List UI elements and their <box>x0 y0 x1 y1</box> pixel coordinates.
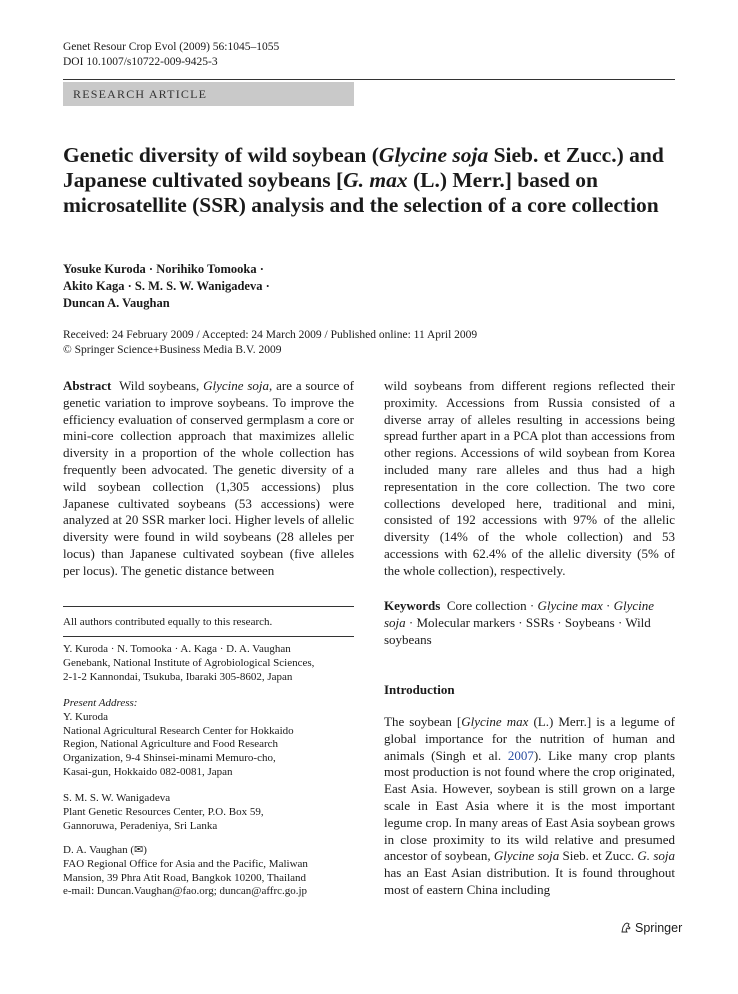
doi[interactable]: DOI 10.1007/s10722-009-9425-3 <box>63 56 218 68</box>
title-italic: Glycine soja <box>378 143 489 167</box>
title-text: (L.) Merr.] based on microsatellite (SSR) analysis and the selection of a core collection <box>63 168 659 217</box>
abstract-italic: Glycine soja <box>203 378 270 393</box>
keyword-italic: Glycine max <box>537 598 603 613</box>
affiliation-line: Y. Kuroda · N. Tomooka · A. Kaga · D. A. Vaughan <box>63 643 291 655</box>
article-type-banner <box>63 82 354 106</box>
address-line: Organization, 9-4 Shinsei-minami Memuro-cho, <box>63 752 276 765</box>
present-address-label: Present Address: <box>63 697 138 709</box>
title-text: Genetic diversity of wild soybean ( <box>63 143 379 167</box>
article-title <box>63 143 703 218</box>
footnote-rule <box>63 606 354 607</box>
section-heading-introduction: Introduction <box>384 682 455 697</box>
abstract <box>63 378 354 580</box>
keyword-text: · Molecular markers · SSRs · Soybeans · Wild soybeans <box>384 614 651 647</box>
abstract-continued: wild soybeans from different regions reflected their proximity. Accessions from Russia consisted of a diverse array of alleles resulting in accessions being spread further apart in a PCA plot than accessions from other regions. Accessions of wild soybean from Korea included many rare alleles and thus had a high representation in the core collection. The two core collections developed here, traditional and mini, consisted of 192 accessions with 97% of the allelic diversity (14% of the whole collection) and 53 accessions with 62.4% of the allelic diversity (5% of the whole collection), respectively. <box>384 378 675 578</box>
address-line: National Agricultural Research Center for Hokkaido <box>63 724 294 737</box>
publisher-name: Springer <box>635 921 683 935</box>
journal-header <box>63 40 279 70</box>
intro-text: (L.) Merr.] is a legume of global importance for the nutrition of human and animals (Singh et al. <box>384 714 675 763</box>
keyword-italic: Glycine soja <box>384 598 655 630</box>
address-line: Region, National Agriculture and Food Research <box>63 738 279 751</box>
article-type-label: RESEARCH ARTICLE <box>73 87 208 101</box>
intro-italic: Glycine max <box>461 714 529 729</box>
title-italic: G. max <box>343 168 408 192</box>
keyword-text: Core collection · <box>446 598 538 613</box>
publication-dates <box>63 328 675 358</box>
intro-text: ). Like many crop plants most production is not found where the crop originated, East Asia. However, soybean is still grown on a large scale in East Asia where it is the most important legume crop. In many areas of East Asia soybean grows in close proximity to its wild relative and presumed ancestor of soybean, <box>384 747 675 864</box>
intro-italic: G. soja <box>637 848 675 864</box>
address-line: S. M. S. W. Wanigadeva <box>63 792 171 804</box>
footnote-equal-contribution: All authors contributed equally to this research. <box>63 616 273 628</box>
keyword-text: · <box>602 598 614 613</box>
address-line: Plant Genetic Resources Center, P.O. Box 59, <box>63 805 264 818</box>
corresponding-author-address <box>63 844 354 899</box>
author-line: Yosuke Kuroda · Norihiko Tomooka · <box>63 262 264 276</box>
address-line: Gannoruwa, Peradeniya, Sri Lanka <box>63 819 218 832</box>
copyright-line: © Springer Science+Business Media B.V. 2009 <box>63 344 282 356</box>
wanigadeva-address <box>63 792 354 833</box>
dates-line: Received: 24 February 2009 / Accepted: 24 March 2009 / Published online: 11 April 2009 <box>63 329 478 341</box>
title-text: Sieb. et Zucc.) and Japanese cultivated soybeans [ <box>63 143 664 192</box>
publisher-logo <box>620 921 682 935</box>
address-line: FAO Regional Office for Asia and the Pacific, Maliwan <box>63 857 308 870</box>
intro-text: The soybean [ <box>384 714 462 729</box>
intro-text: Sieb. et Zucc. <box>559 848 638 864</box>
intro-text: has an East Asian distribution. It is found throughout most of eastern China including <box>384 865 675 897</box>
journal-citation: Genet Resour Crop Evol (2009) 56:1045–1055 <box>63 41 280 53</box>
present-address-block <box>63 697 354 780</box>
keywords <box>384 598 675 648</box>
email-line[interactable]: e-mail: Duncan.Vaughan@fao.org; duncan@affrc.go.jp <box>63 885 308 898</box>
springer-horse-icon <box>620 922 632 934</box>
address-line: D. A. Vaughan (✉) <box>63 844 147 856</box>
address-line: Kasai-gun, Hokkaido 082-0081, Japan <box>63 765 233 778</box>
keywords-label: Keywords <box>384 598 441 613</box>
address-line: Mansion, 39 Phra Atit Road, Bangkok 10200, Thailand <box>63 871 307 884</box>
intro-italic: Glycine soja <box>493 848 560 864</box>
citation-link[interactable]: 2007 <box>507 747 534 763</box>
abstract-text: , are a source of genetic variation to improve soybeans. To improve the efficiency evaluation of conserved germplasm a core or mini-core collection approach that maximizes allelic diversity in a proportion of the whole collection has frequently been advocated. The genetic diversity of a wild soybean collection (1,305 accessions) plus Japanese cultivated soybeans (53 accessions) were analyzed at 20 SSR marker loci. Higher levels of allelic diversity were found in wild soybeans (28 alleles per locus) than Japanese cultivated soybean (five alleles per locus). The genetic distance between <box>63 378 355 578</box>
affiliation-rule <box>63 636 354 637</box>
author-line: Akito Kaga · S. M. S. W. Wanigadeva · <box>63 279 270 293</box>
affiliation-line: Genebank, National Institute of Agrobiological Sciences, <box>63 656 315 669</box>
abstract-text: Wild soybeans, <box>119 378 204 393</box>
introduction-text <box>384 714 675 899</box>
author-list <box>63 261 463 312</box>
affiliation-line: 2-1-2 Kannondai, Tsukuba, Ibaraki 305-8602, Japan <box>63 670 293 683</box>
affiliation-block <box>63 643 354 684</box>
author-line: Duncan A. Vaughan <box>63 296 170 310</box>
abstract-label: Abstract <box>63 378 112 393</box>
address-line: Y. Kuroda <box>63 710 109 723</box>
header-rule <box>63 79 675 80</box>
